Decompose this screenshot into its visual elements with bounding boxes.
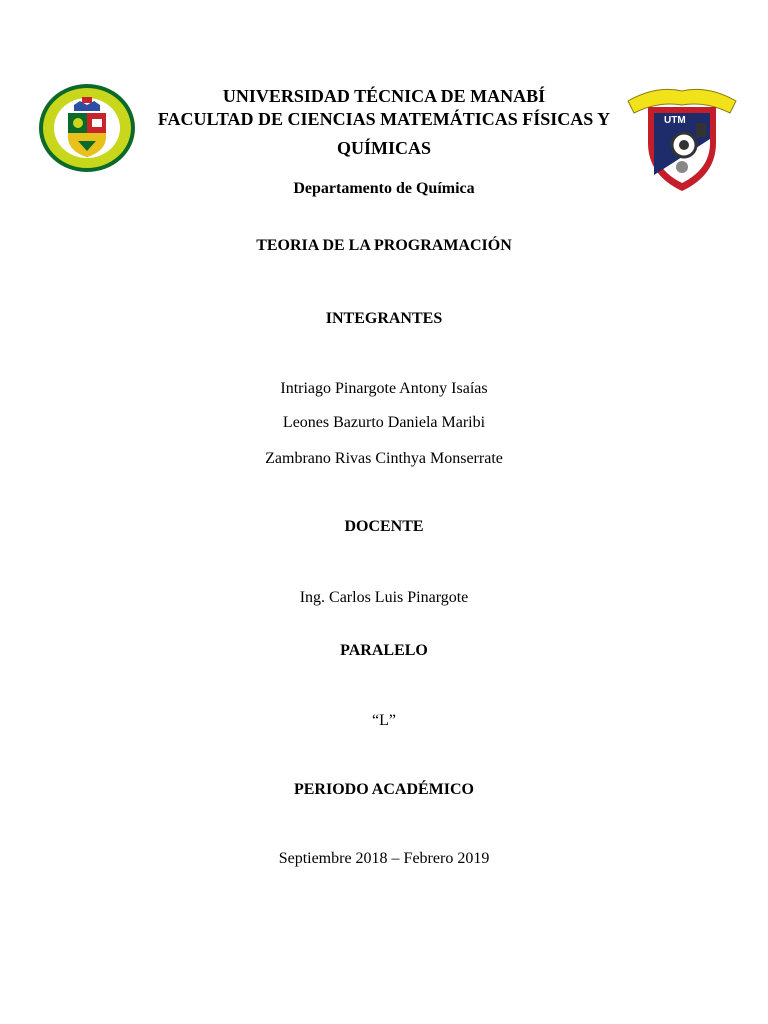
utm-logo-text: UTM — [664, 115, 686, 126]
faculty-name-line2: QUÍMICAS — [336, 138, 431, 158]
member-name: Intriago Pinargote Antony Isaías — [280, 380, 488, 397]
department-name: Departamento de Química — [293, 180, 475, 197]
member-name: Zambrano Rivas Cinthya Monserrate — [265, 450, 503, 467]
faculty-name-line1: FACULTAD DE CIENCIAS MATEMÁTICAS FÍSICAS Y — [157, 109, 611, 129]
teacher-name: Ing. Carlos Luis Pinargote — [299, 589, 469, 606]
period-heading: PERIODO ACADÉMICO — [293, 781, 474, 798]
members-heading: INTEGRANTES — [325, 310, 443, 327]
period-value: Septiembre 2018 – Febrero 2019 — [278, 850, 490, 867]
parallel-heading: PARALELO — [340, 642, 428, 659]
parallel-value: “L” — [372, 712, 396, 729]
teacher-heading: DOCENTE — [344, 518, 424, 535]
subject-title: TEORIA DE LA PROGRAMACIÓN — [256, 237, 512, 254]
university-name: UNIVERSIDAD TÉCNICA DE MANABÍ — [222, 86, 546, 106]
member-name: Leones Bazurto Daniela Maribi — [282, 414, 486, 431]
